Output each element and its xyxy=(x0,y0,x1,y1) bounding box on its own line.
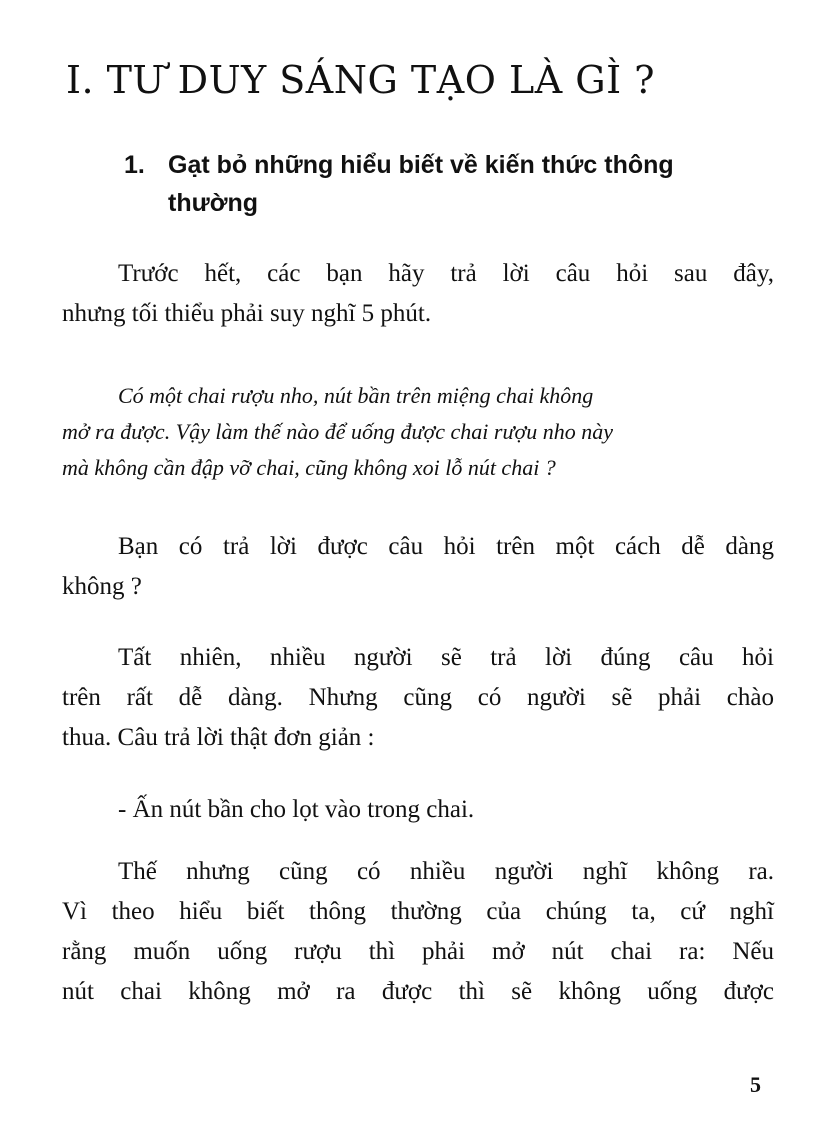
paragraph-line: không ? xyxy=(62,573,142,600)
section-number: 1. xyxy=(124,151,145,179)
paragraph-answer xyxy=(62,790,774,830)
section-heading xyxy=(124,146,784,222)
paragraph-line: Vì theo hiểu biết thông thường của chúng ta, cứ nghĩ xyxy=(62,898,774,925)
paragraph-question xyxy=(62,527,774,607)
paragraph-line: nhưng tối thiểu phải suy nghĩ 5 phút. xyxy=(62,300,432,327)
section-title-line-1: Gạt bỏ những hiểu biết về kiến thức thông xyxy=(168,151,674,179)
quote-line: mà không cần đập vỡ chai, cũng không xoi lỗ nút chai ? xyxy=(62,455,556,480)
paragraph-line: Tất nhiên, nhiều người sẽ trả lời đúng câu hỏi xyxy=(118,644,774,671)
paragraph-line: Trước hết, các bạn hãy trả lời câu hỏi sau đây, xyxy=(118,260,774,287)
paragraph-line: nút chai không mở ra được thì sẽ không uống được xyxy=(62,978,774,1005)
section-title-line-2: thường xyxy=(168,189,259,217)
paragraph-intro xyxy=(62,254,774,334)
quote-line: mở ra được. Vậy làm thế nào để uống được chai rượu nho này xyxy=(62,419,613,444)
chapter-title: I. TƯ DUY SÁNG TẠO LÀ GÌ ? xyxy=(66,58,656,102)
paragraph-explanation xyxy=(62,852,774,1012)
paragraph-answer-intro xyxy=(62,638,774,758)
answer-line: - Ấn nút bần cho lọt vào trong chai. xyxy=(118,796,475,823)
quote-line: Có một chai rượu nho, nút bần trên miệng chai không xyxy=(118,383,594,408)
paragraph-line: Thế nhưng cũng có nhiều người nghĩ không ra. xyxy=(118,858,774,885)
paragraph-line: thua. Câu trả lời thật đơn giản : xyxy=(62,724,375,751)
paragraph-line: rằng muốn uống rượu thì phải mở nút chai ra: Nếu xyxy=(62,938,774,965)
riddle-quote xyxy=(62,378,774,486)
page-number: 5 xyxy=(750,1072,761,1097)
paragraph-line: trên rất dễ dàng. Nhưng cũng có người sẽ phải chào xyxy=(62,684,774,711)
paragraph-line: Bạn có trả lời được câu hỏi trên một cách dễ dàng xyxy=(118,533,774,560)
